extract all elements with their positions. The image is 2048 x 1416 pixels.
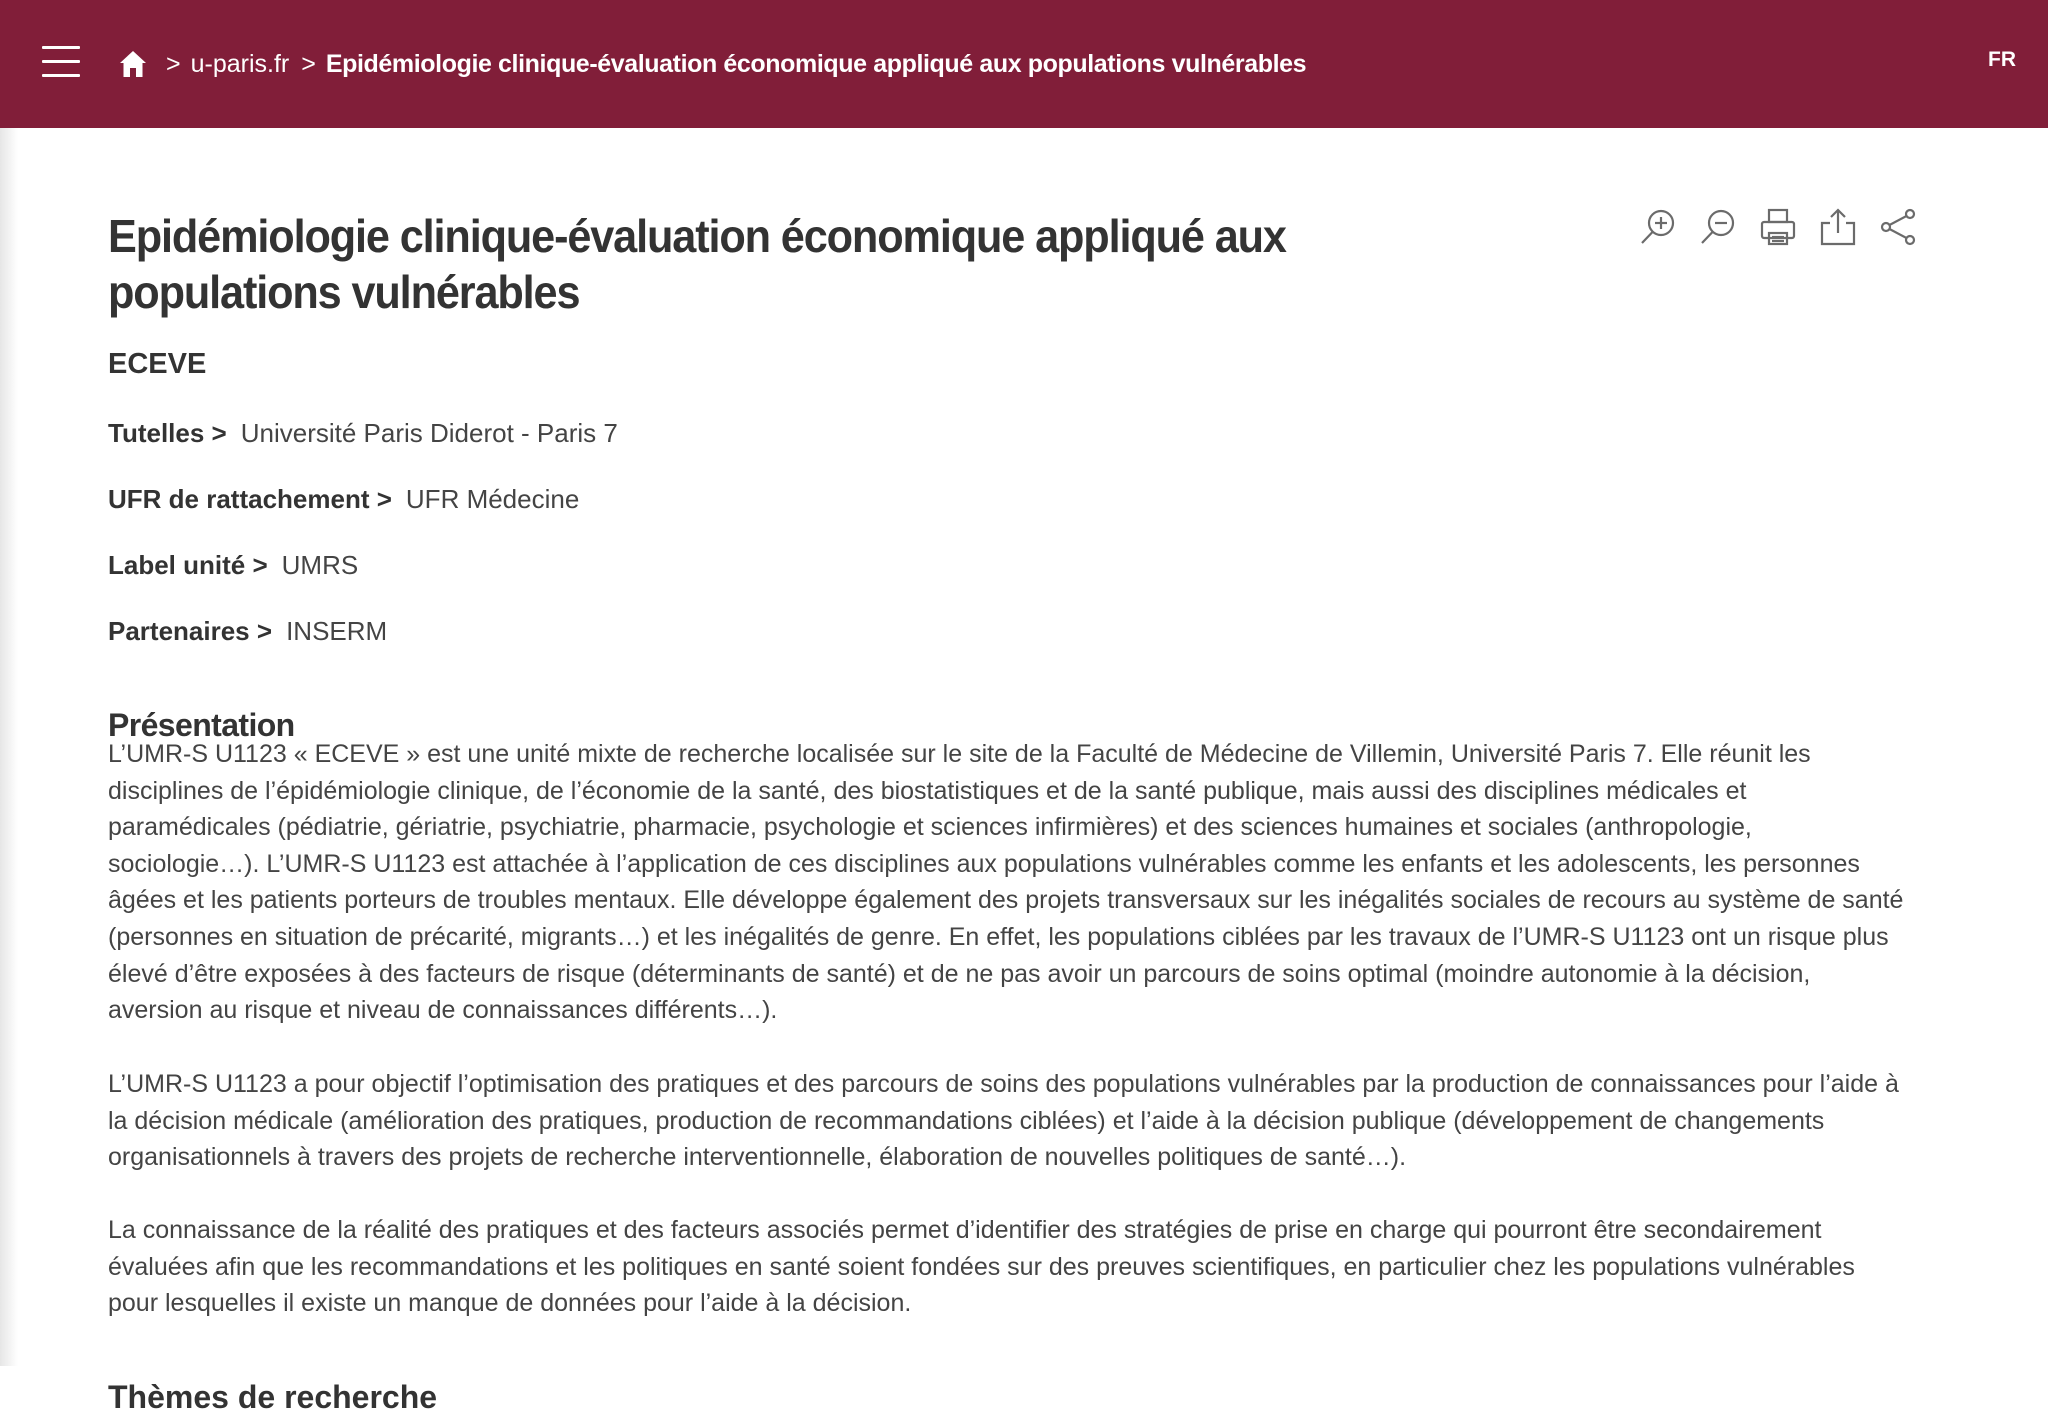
breadcrumb-current: Epidémiologie clinique-évaluation économique appliqué aux populations vulnérables bbox=[325, 49, 1307, 78]
share-icon[interactable] bbox=[1878, 206, 1918, 248]
meta-label: UFR de rattachement > bbox=[108, 484, 392, 514]
share-upload-icon[interactable] bbox=[1818, 206, 1858, 248]
home-icon[interactable] bbox=[118, 48, 148, 80]
presentation-heading: Présentation bbox=[108, 706, 295, 743]
page-title: Epidémiologie clinique-évaluation économique appliqué aux populations vulnérables bbox=[108, 210, 1286, 318]
presentation-paragraph: La connaissance de la réalité des pratiques et des facteurs associés permet d’identifier des stratégies de prise en charge qui pourront être secondairement évaluées afin que les recommandations et les politiques en santé soient fondées sur des preuves scientifiques, en particulier chez les populations vulnérables pour lesquelles il existe un manque de données pour l’aide à la décision. bbox=[108, 1216, 1855, 1318]
language-switch[interactable]: FR bbox=[1988, 48, 2016, 71]
meta-label: Label unité > bbox=[108, 550, 268, 580]
page-toolbar bbox=[1638, 206, 1918, 248]
top-bar bbox=[0, 0, 2048, 128]
meta-label-unite bbox=[108, 550, 358, 581]
meta-ufr bbox=[108, 484, 579, 515]
meta-value-link[interactable]: UFR Médecine bbox=[405, 484, 580, 514]
print-icon[interactable] bbox=[1758, 206, 1798, 248]
hamburger-menu-button[interactable] bbox=[42, 44, 80, 80]
meta-label: Partenaires > bbox=[108, 616, 273, 646]
page-edge-shadow bbox=[0, 128, 18, 1366]
meta-partenaires bbox=[108, 616, 387, 647]
breadcrumb-site-link[interactable]: u-paris.fr bbox=[190, 49, 290, 78]
zoom-in-icon[interactable] bbox=[1638, 206, 1678, 248]
zoom-out-icon[interactable] bbox=[1698, 206, 1738, 248]
meta-value-link[interactable]: Université Paris Diderot - Paris 7 bbox=[240, 418, 618, 448]
presentation-paragraph: L’UMR-S U1123 « ECEVE » est une unité mixte de recherche localisée sur le site de la Faculté de Médecine de Villemin, Université Paris 7. Elle réunit les disciplines de l’épidémiologie clinique, de l’économie de la santé, des biostatistiques et de la santé publique, mais aussi des disciplines médicales et paramédicales (pédiatrie, gériatrie, psychiatrie, pharmacie, psychologie et sciences infirmières) et des sciences humaines et sociales (anthropologie, sociologie…). L’UMR-S U1123 est attachée à l’application de ces disciplines aux populations vulnérables comme les enfants et les adolescents, les personnes âgées et les patients porteurs de troubles mentaux. Elle développe également des projets transversaux sur les inégalités sociales de recours au système de santé (personnes en situation de précarité, migrants…) et les inégalités de genre. En effet, les populations ciblées par les travaux de l’UMR-S U1123 ont un risque plus élevé d’être exposées à des facteurs de risque (déterminants de santé) et de ne pas avoir un parcours de soins optimal (moindre autonomie à la décision, aversion au risque et niveau de connaissances différents…). bbox=[108, 740, 1904, 1025]
breadcrumb bbox=[118, 44, 1306, 84]
meta-value-link[interactable]: UMRS bbox=[281, 550, 359, 580]
meta-tutelles bbox=[108, 418, 618, 449]
unit-acronym: ECEVE bbox=[108, 348, 207, 380]
breadcrumb-separator: > bbox=[301, 49, 316, 78]
meta-label: Tutelles > bbox=[108, 418, 227, 448]
meta-value-link[interactable]: INSERM bbox=[286, 616, 388, 646]
breadcrumb-separator: > bbox=[166, 49, 181, 78]
research-themes-heading: Thèmes de recherche bbox=[108, 1378, 438, 1415]
presentation-paragraph: L’UMR-S U1123 a pour objectif l’optimisation des pratiques et des parcours de soins des populations vulnérables par la production de connaissances pour l’aide à la décision médicale (amélioration des pratiques, production de recommandations ciblées) et l’aide à la décision publique (développement de changements organisationnels à travers des projets de recherche interventionnelle, élaboration de nouvelles politiques de santé…). bbox=[108, 1070, 1899, 1172]
